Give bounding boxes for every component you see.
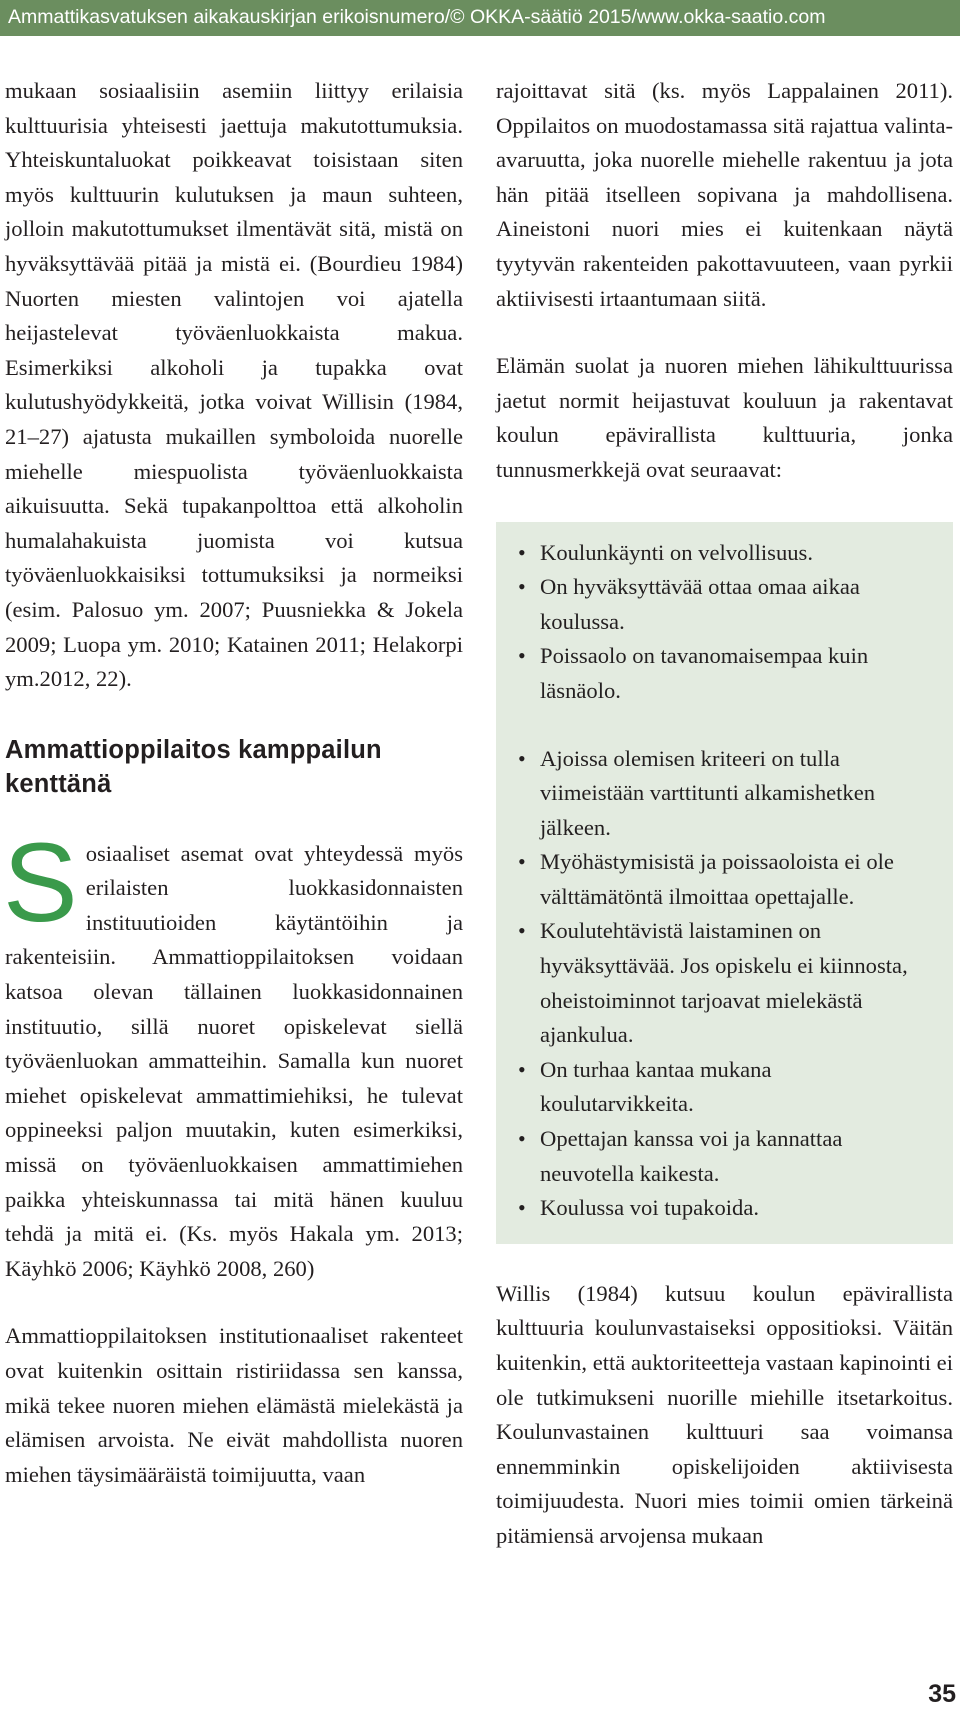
drop-cap: S bbox=[3, 819, 78, 945]
bullet-list bbox=[496, 536, 953, 709]
body-paragraph: Elämän suolat ja nuoren miehen lähikulttuurissa jaetut normit heijastuvat kouluun ja rakentavat koulun epävirallista kulttuuria, jonka tunnusmerkkejä ovat seuraavat: bbox=[496, 353, 953, 482]
body-paragraph: Willis (1984) kutsuu koulun epävirallista kulttuuria koulunvastaiseksi oppositioksi. Väitän kuitenkin, että auktoriteetteja vastaan kapinointi ei ole tutkimukseni nuorille miehille itsetarkoitus. Koulunvastainen kulttuuri saa voimansa ennemminkin opiskelijoiden aktiivisesta toimijuudesta. Nuori mies toimii omien tärkeinä pitämiensä arvojensa mukaan bbox=[496, 1280, 953, 1548]
paragraph-text: osiaaliset asemat ovat yhteydessä myös erilaisten luokkasidonnaisten instituutioiden käytäntöihin ja rakenteisiin. Ammattioppilaitoksen voidaan katsoa olevan tällainen luokkasidonnainen instituutio, sillä nuoret opiskelevat siellä työväenluokan ammatteihin. Samalla kun nuoret miehet opiskelevat ammattimiehiksi, he tulevat oppineeksi paljon muutakin, kuten esimerkiksi, missä on työväenluokkaisen ammattimiehen paikka yhteiskunnassa tai mitä hänen kuuluu tehdä ja mitä ei. (Ks. myös Hakala ym. 2013; Käyhkö 2006; Käyhkö 2008, 260) bbox=[5, 840, 463, 1281]
list-item: • Opettajan kanssa voi ja kannattaa neuvotella kaikesta. bbox=[496, 1122, 953, 1191]
page-number: 35 bbox=[928, 1680, 956, 1708]
body-paragraph: Ammattioppilaitoksen institutionaaliset rakenteet ovat kuitenkin osittain ristiriidassa sen kanssa, mikä tekee nuoren miehen elämästä mielekästä ja elämisen arvoista. Ne eivät mahdollista nuoren miehen täysimääräistä toimijuutta, vaan bbox=[5, 1323, 463, 1487]
section-heading: Ammattioppilaitos kamppailun kenttänä bbox=[5, 735, 382, 798]
body-paragraph bbox=[3, 819, 463, 1287]
list-item: • On turhaa kantaa mukana koulutarvikkeita. bbox=[496, 1053, 953, 1122]
bullet-list bbox=[496, 742, 953, 1226]
left-column bbox=[5, 70, 463, 1492]
list-item: • Myöhästymisistä ja poissaoloista ei ole välttämätöntä ilmoittaa opettajalle. bbox=[496, 845, 953, 914]
list-item: • Koulussa voi tupakoida. bbox=[496, 1191, 953, 1226]
page-header: Ammattikasvatuksen aikakauskirjan erikoisnumero/© OKKA-säätiö 2015/www.okka-saatio.com bbox=[0, 0, 960, 36]
list-item: • Ajoissa olemisen kriteeri on tulla viimeistään varttitunti alkamishetken jälkeen. bbox=[496, 742, 953, 846]
list-item: • Poissaolo on tavanomaisempaa kuin läsnäolo. bbox=[496, 639, 953, 708]
highlight-box bbox=[496, 522, 953, 1244]
list-item: • Koulunkäynti on velvollisuus. bbox=[496, 536, 953, 571]
body-paragraph: mukaan sosiaalisiin asemiin liittyy erilaisia kulttuurisia yhteisesti jaettuja makutottumuksia. Yhteiskuntaluokat poikkeavat toisistaan siten myös kulttuurin kulutuksen ja maun suhteen, jolloin makutottumukset ilmentävät sitä, mistä on hyväksyttävää pitää ja mistä ei. (Bourdieu 1984) Nuorten miesten valintojen voi ajatella heijastelevat työväenluokkaista makua. Esimerkiksi alkoholi ja tupakka ovat kulutushyödykkeitä, jotka voivat Willisin (1984, 21–27) ajatusta mukaillen symboloida nuorelle miehelle miespuolista työväenluokkaista aikuisuutta. Sekä tupakanpolttoa että alkoholin humalahakuista juomista voi kutsua työväenluokkaisiksi tottumuksiksi ja normeiksi (esim. Palosuo ym. 2007; Puusniekka & Jokela 2009; Luopa ym. 2010; Katainen 2011; Helakorpi ym.2012, 22). bbox=[5, 78, 463, 692]
right-column bbox=[496, 70, 953, 1554]
list-item: • On hyväksyttävää ottaa omaa aikaa koulussa. bbox=[496, 570, 953, 639]
body-paragraph: rajoittavat sitä (ks. myös Lappalainen 2011). Oppilaitos on muodostamassa sitä rajattua valinta-avaruutta, joka nuorelle miehelle rakentuu ja jota hän pitää itselleen sopivana ja mahdollisena. Aineistoni nuori mies ei kuitenkaan näytä tyytyvän rakenteiden pakottavuuteen, vaan pyrkii aktiivisesti irtaantumaan siitä. bbox=[496, 78, 953, 311]
list-item: • Koulutehtävistä laistaminen on hyväksyttävää. Jos opiskelu ei kiinnosta, oheistoiminnot tarjoavat mielekästä ajankulua. bbox=[496, 914, 953, 1052]
